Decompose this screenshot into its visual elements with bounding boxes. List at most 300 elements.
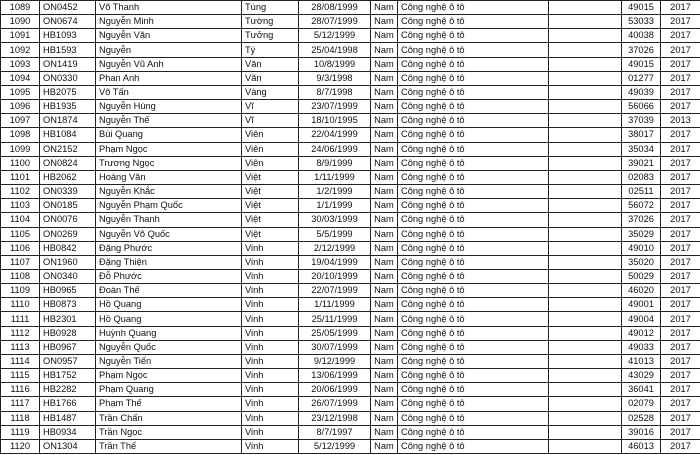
gender: Nam: [371, 340, 398, 354]
given-name: Tường: [242, 15, 299, 29]
family-middle-name: Võ Thanh: [96, 1, 242, 15]
area-code: 37039: [622, 114, 661, 128]
gender: Nam: [371, 269, 398, 283]
given-name: Tý: [242, 43, 299, 57]
table-row: [1, 15, 700, 29]
given-name: Việt: [242, 213, 299, 227]
table-row: [1, 185, 700, 199]
student-code: HB0873: [40, 298, 96, 312]
table-row: [1, 439, 700, 453]
student-code: ON0076: [40, 213, 96, 227]
table-row: [1, 369, 700, 383]
empty-cell: [549, 128, 622, 142]
area-code: 02528: [622, 411, 661, 425]
student-code: HB0965: [40, 284, 96, 298]
gender: Nam: [371, 298, 398, 312]
table-row: [1, 241, 700, 255]
gender: Nam: [371, 255, 398, 269]
area-code: 39021: [622, 156, 661, 170]
year: 2017: [661, 199, 700, 213]
date-of-birth: 30/07/1999: [299, 340, 371, 354]
student-code: HB1487: [40, 411, 96, 425]
major: Công nghệ ô tô: [398, 1, 549, 15]
student-code: ON1419: [40, 57, 96, 71]
major: Công nghệ ô tô: [398, 71, 549, 85]
empty-cell: [549, 85, 622, 99]
major: Công nghệ ô tô: [398, 142, 549, 156]
major: Công nghệ ô tô: [398, 43, 549, 57]
row-index: 1106: [1, 241, 40, 255]
row-index: 1090: [1, 15, 40, 29]
date-of-birth: 8/7/1997: [299, 425, 371, 439]
gender: Nam: [371, 284, 398, 298]
student-code: ON0674: [40, 15, 96, 29]
area-code: 50029: [622, 269, 661, 283]
table-row: [1, 411, 700, 425]
date-of-birth: 20/10/1999: [299, 269, 371, 283]
gender: Nam: [371, 185, 398, 199]
year: 2017: [661, 354, 700, 368]
year: 2017: [661, 340, 700, 354]
year: 2017: [661, 397, 700, 411]
table-row: [1, 29, 700, 43]
row-index: 1118: [1, 411, 40, 425]
student-code: ON0824: [40, 156, 96, 170]
family-middle-name: Đặng Thiện: [96, 255, 242, 269]
area-code: 37026: [622, 213, 661, 227]
given-name: Vinh: [242, 255, 299, 269]
student-code: HB1084: [40, 128, 96, 142]
given-name: Vinh: [242, 326, 299, 340]
given-name: Vinh: [242, 425, 299, 439]
empty-cell: [549, 241, 622, 255]
gender: Nam: [371, 312, 398, 326]
major: Công nghệ ô tô: [398, 199, 549, 213]
date-of-birth: 25/05/1999: [299, 326, 371, 340]
given-name: Tưởng: [242, 29, 299, 43]
row-index: 1119: [1, 425, 40, 439]
family-middle-name: Nguyễn Minh: [96, 15, 242, 29]
area-code: 49004: [622, 312, 661, 326]
year: 2017: [661, 425, 700, 439]
area-code: 46020: [622, 284, 661, 298]
family-middle-name: Trần Chấn: [96, 411, 242, 425]
given-name: Việt: [242, 199, 299, 213]
area-code: 49015: [622, 1, 661, 15]
year: 2017: [661, 85, 700, 99]
row-index: 1099: [1, 142, 40, 156]
area-code: 41013: [622, 354, 661, 368]
row-index: 1117: [1, 397, 40, 411]
major: Công nghệ ô tô: [398, 15, 549, 29]
date-of-birth: 9/3/1998: [299, 71, 371, 85]
major: Công nghệ ô tô: [398, 100, 549, 114]
gender: Nam: [371, 85, 398, 99]
row-index: 1094: [1, 71, 40, 85]
gender: Nam: [371, 170, 398, 184]
area-code: 35020: [622, 255, 661, 269]
gender: Nam: [371, 15, 398, 29]
year: 2017: [661, 213, 700, 227]
area-code: 49010: [622, 241, 661, 255]
empty-cell: [549, 354, 622, 368]
row-index: 1110: [1, 298, 40, 312]
row-index: 1112: [1, 326, 40, 340]
empty-cell: [549, 71, 622, 85]
area-code: 56066: [622, 100, 661, 114]
student-code: ON0185: [40, 199, 96, 213]
major: Công nghệ ô tô: [398, 284, 549, 298]
student-code: HB0967: [40, 340, 96, 354]
major: Công nghệ ô tô: [398, 85, 549, 99]
student-code: HB0934: [40, 425, 96, 439]
family-middle-name: Hoàng Văn: [96, 170, 242, 184]
given-name: Vinh: [242, 284, 299, 298]
major: Công nghệ ô tô: [398, 185, 549, 199]
empty-cell: [549, 1, 622, 15]
area-code: 53033: [622, 15, 661, 29]
table-row: [1, 114, 700, 128]
student-code: HB2075: [40, 85, 96, 99]
gender: Nam: [371, 326, 398, 340]
empty-cell: [549, 298, 622, 312]
empty-cell: [549, 142, 622, 156]
row-index: 1102: [1, 185, 40, 199]
area-code: 38017: [622, 128, 661, 142]
area-code: 46013: [622, 439, 661, 453]
family-middle-name: Nguyễn Tiến: [96, 354, 242, 368]
year: 2017: [661, 29, 700, 43]
student-code: HB0842: [40, 241, 96, 255]
date-of-birth: 1/1/1999: [299, 199, 371, 213]
row-index: 1120: [1, 439, 40, 453]
row-index: 1095: [1, 85, 40, 99]
student-code: ON0330: [40, 71, 96, 85]
major: Công nghệ ô tô: [398, 298, 549, 312]
date-of-birth: 22/04/1999: [299, 128, 371, 142]
table-row: [1, 199, 700, 213]
row-index: 1097: [1, 114, 40, 128]
major: Công nghệ ô tô: [398, 29, 549, 43]
area-code: 35034: [622, 142, 661, 156]
gender: Nam: [371, 156, 398, 170]
family-middle-name: Nguyễn Thanh: [96, 213, 242, 227]
major: Công nghệ ô tô: [398, 57, 549, 71]
empty-cell: [549, 199, 622, 213]
given-name: Tùng: [242, 1, 299, 15]
student-code: HB1766: [40, 397, 96, 411]
empty-cell: [549, 411, 622, 425]
given-name: Văn: [242, 57, 299, 71]
major: Công nghệ ô tô: [398, 269, 549, 283]
empty-cell: [549, 185, 622, 199]
year: 2017: [661, 1, 700, 15]
empty-cell: [549, 326, 622, 340]
empty-cell: [549, 255, 622, 269]
date-of-birth: 28/07/1999: [299, 15, 371, 29]
major: Công nghệ ô tô: [398, 340, 549, 354]
area-code: 37026: [622, 43, 661, 57]
family-middle-name: Võ Tấn: [96, 85, 242, 99]
major: Công nghệ ô tô: [398, 213, 549, 227]
area-code: 01277: [622, 71, 661, 85]
empty-cell: [549, 383, 622, 397]
major: Công nghệ ô tô: [398, 411, 549, 425]
given-name: Viên: [242, 142, 299, 156]
table-row: [1, 71, 700, 85]
major: Công nghệ ô tô: [398, 425, 549, 439]
gender: Nam: [371, 383, 398, 397]
gender: Nam: [371, 354, 398, 368]
table-row: [1, 227, 700, 241]
empty-cell: [549, 114, 622, 128]
major: Công nghệ ô tô: [398, 156, 549, 170]
gender: Nam: [371, 411, 398, 425]
table-row: [1, 1, 700, 15]
given-name: Vinh: [242, 269, 299, 283]
table-row: [1, 340, 700, 354]
row-index: 1093: [1, 57, 40, 71]
date-of-birth: 8/7/1998: [299, 85, 371, 99]
year: 2017: [661, 312, 700, 326]
gender: Nam: [371, 114, 398, 128]
year: 2017: [661, 383, 700, 397]
row-index: 1116: [1, 383, 40, 397]
row-index: 1100: [1, 156, 40, 170]
given-name: Vinh: [242, 312, 299, 326]
gender: Nam: [371, 227, 398, 241]
row-index: 1108: [1, 269, 40, 283]
student-code: HB2301: [40, 312, 96, 326]
family-middle-name: Nguyễn Võ Quốc: [96, 227, 242, 241]
given-name: Vinh: [242, 383, 299, 397]
given-name: Vinh: [242, 411, 299, 425]
family-middle-name: Nguyễn Hùng: [96, 100, 242, 114]
row-index: 1109: [1, 284, 40, 298]
date-of-birth: 26/07/1999: [299, 397, 371, 411]
row-index: 1101: [1, 170, 40, 184]
year: 2017: [661, 43, 700, 57]
given-name: Vinh: [242, 340, 299, 354]
empty-cell: [549, 156, 622, 170]
year: 2017: [661, 269, 700, 283]
table-row: [1, 354, 700, 368]
given-name: Vinh: [242, 354, 299, 368]
student-code: ON0340: [40, 269, 96, 283]
family-middle-name: Đoàn Thế: [96, 284, 242, 298]
gender: Nam: [371, 71, 398, 85]
family-middle-name: Nguyễn Phạm Quốc: [96, 199, 242, 213]
family-middle-name: Bùi Quang: [96, 128, 242, 142]
date-of-birth: 20/06/1999: [299, 383, 371, 397]
year: 2017: [661, 71, 700, 85]
gender: Nam: [371, 57, 398, 71]
student-code: HB2282: [40, 383, 96, 397]
given-name: Vinh: [242, 298, 299, 312]
major: Công nghệ ô tô: [398, 255, 549, 269]
date-of-birth: 22/07/1999: [299, 284, 371, 298]
area-code: 02079: [622, 397, 661, 411]
table-row: [1, 298, 700, 312]
student-code: ON1874: [40, 114, 96, 128]
major: Công nghệ ô tô: [398, 170, 549, 184]
year: 2017: [661, 100, 700, 114]
family-middle-name: Nguyễn: [96, 43, 242, 57]
area-code: 49039: [622, 85, 661, 99]
major: Công nghệ ô tô: [398, 397, 549, 411]
given-name: Vĩ: [242, 100, 299, 114]
date-of-birth: 13/06/1999: [299, 369, 371, 383]
student-code: HB1093: [40, 29, 96, 43]
row-index: 1096: [1, 100, 40, 114]
year: 2017: [661, 156, 700, 170]
row-index: 1091: [1, 29, 40, 43]
student-code: ON1304: [40, 439, 96, 453]
table-row: [1, 383, 700, 397]
family-middle-name: Nguyễn Quốc: [96, 340, 242, 354]
table-row: [1, 284, 700, 298]
major: Công nghệ ô tô: [398, 128, 549, 142]
year: 2013: [661, 114, 700, 128]
table-row: [1, 128, 700, 142]
date-of-birth: 5/5/1999: [299, 227, 371, 241]
empty-cell: [549, 397, 622, 411]
family-middle-name: Trương Ngọc: [96, 156, 242, 170]
date-of-birth: 10/8/1999: [299, 57, 371, 71]
area-code: 49012: [622, 326, 661, 340]
year: 2017: [661, 241, 700, 255]
area-code: 49033: [622, 340, 661, 354]
year: 2017: [661, 411, 700, 425]
given-name: Văn: [242, 71, 299, 85]
gender: Nam: [371, 213, 398, 227]
given-name: Vinh: [242, 241, 299, 255]
area-code: 02511: [622, 185, 661, 199]
area-code: 36041: [622, 383, 661, 397]
row-index: 1103: [1, 199, 40, 213]
row-index: 1111: [1, 312, 40, 326]
table-row: [1, 269, 700, 283]
empty-cell: [549, 213, 622, 227]
table-row: [1, 156, 700, 170]
gender: Nam: [371, 425, 398, 439]
area-code: 43029: [622, 369, 661, 383]
date-of-birth: 5/12/1999: [299, 439, 371, 453]
family-middle-name: Hồ Quang: [96, 312, 242, 326]
gender: Nam: [371, 397, 398, 411]
year: 2017: [661, 142, 700, 156]
date-of-birth: 24/06/1999: [299, 142, 371, 156]
date-of-birth: 1/2/1999: [299, 185, 371, 199]
given-name: Việt: [242, 227, 299, 241]
given-name: Viên: [242, 128, 299, 142]
student-code: HB1593: [40, 43, 96, 57]
gender: Nam: [371, 128, 398, 142]
table-row: [1, 85, 700, 99]
row-index: 1114: [1, 354, 40, 368]
empty-cell: [549, 15, 622, 29]
row-index: 1107: [1, 255, 40, 269]
major: Công nghệ ô tô: [398, 326, 549, 340]
date-of-birth: 23/07/1999: [299, 100, 371, 114]
area-code: 56072: [622, 199, 661, 213]
year: 2017: [661, 326, 700, 340]
gender: Nam: [371, 369, 398, 383]
table-row: [1, 100, 700, 114]
empty-cell: [549, 43, 622, 57]
date-of-birth: 25/11/1999: [299, 312, 371, 326]
family-middle-name: Nguyễn Văn: [96, 29, 242, 43]
gender: Nam: [371, 100, 398, 114]
year: 2017: [661, 369, 700, 383]
date-of-birth: 30/03/1999: [299, 213, 371, 227]
year: 2017: [661, 57, 700, 71]
date-of-birth: 8/9/1999: [299, 156, 371, 170]
major: Công nghệ ô tô: [398, 227, 549, 241]
student-code: ON0339: [40, 185, 96, 199]
roster-body: [1, 1, 700, 454]
empty-cell: [549, 340, 622, 354]
gender: Nam: [371, 43, 398, 57]
major: Công nghệ ô tô: [398, 312, 549, 326]
family-middle-name: Nguyễn Thế: [96, 114, 242, 128]
table-row: [1, 142, 700, 156]
table-row: [1, 170, 700, 184]
area-code: 40038: [622, 29, 661, 43]
year: 2017: [661, 439, 700, 453]
empty-cell: [549, 369, 622, 383]
given-name: Vàng: [242, 85, 299, 99]
date-of-birth: 2/12/1999: [299, 241, 371, 255]
table-row: [1, 312, 700, 326]
row-index: 1104: [1, 213, 40, 227]
table-row: [1, 213, 700, 227]
table-row: [1, 43, 700, 57]
student-code: ON0269: [40, 227, 96, 241]
family-middle-name: Nguyễn Khắc: [96, 185, 242, 199]
empty-cell: [549, 439, 622, 453]
year: 2017: [661, 227, 700, 241]
empty-cell: [549, 284, 622, 298]
year: 2017: [661, 15, 700, 29]
family-middle-name: Phạm Ngọc: [96, 369, 242, 383]
date-of-birth: 28/08/1999: [299, 1, 371, 15]
empty-cell: [549, 227, 622, 241]
area-code: 02083: [622, 170, 661, 184]
given-name: Vinh: [242, 439, 299, 453]
gender: Nam: [371, 241, 398, 255]
date-of-birth: 1/11/1999: [299, 170, 371, 184]
row-index: 1115: [1, 369, 40, 383]
student-code: HB1935: [40, 100, 96, 114]
family-middle-name: Phạm Quang: [96, 383, 242, 397]
family-middle-name: Đặng Phước: [96, 241, 242, 255]
year: 2017: [661, 255, 700, 269]
year: 2017: [661, 185, 700, 199]
date-of-birth: 25/04/1998: [299, 43, 371, 57]
family-middle-name: Nguyễn Vũ Anh: [96, 57, 242, 71]
gender: Nam: [371, 1, 398, 15]
empty-cell: [549, 425, 622, 439]
family-middle-name: Hồ Quang: [96, 298, 242, 312]
student-code: ON2152: [40, 142, 96, 156]
major: Công nghệ ô tô: [398, 241, 549, 255]
row-index: 1105: [1, 227, 40, 241]
year: 2017: [661, 298, 700, 312]
gender: Nam: [371, 199, 398, 213]
area-code: 49001: [622, 298, 661, 312]
row-index: 1098: [1, 128, 40, 142]
